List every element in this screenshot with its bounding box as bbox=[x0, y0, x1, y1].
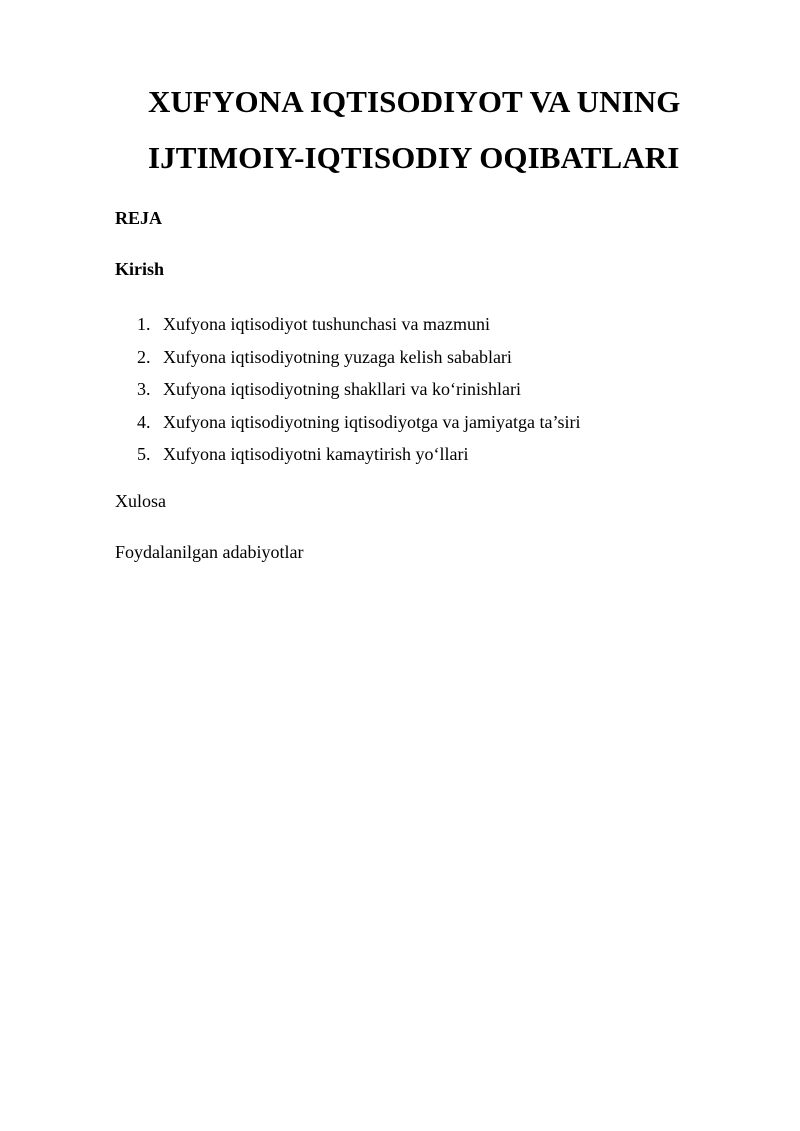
outline-item-text: Xufyona iqtisodiyotning shakllari va ko‘rinishlari bbox=[163, 379, 521, 400]
outline-item-3 bbox=[137, 373, 580, 406]
title-line-1: XUFYONA IQTISODIYOT VA UNING bbox=[148, 84, 681, 119]
title-line-2: IJTIMOIY-IQTISODIY OQIBATLARI bbox=[148, 140, 680, 175]
outline-item-text: Xufyona iqtisodiyotning iqtisodiyotga va jamiyatga ta’siri bbox=[163, 411, 581, 432]
conclusion-label: Xulosa bbox=[115, 491, 166, 511]
outline-item-text: Xufyona iqtisodiyot tushunchasi va mazmuni bbox=[163, 314, 490, 334]
outline-item-4 bbox=[137, 406, 580, 439]
outline-item-5 bbox=[137, 438, 580, 471]
outline-item-number: 2. bbox=[137, 346, 151, 367]
outline-item-1 bbox=[137, 308, 580, 341]
outline-item-text: Xufyona iqtisodiyotning yuzaga kelish sabablari bbox=[163, 346, 512, 367]
outline-item-number: 4. bbox=[137, 411, 151, 432]
outline-item-2 bbox=[137, 341, 580, 374]
plan-outline-list bbox=[137, 308, 580, 471]
outline-item-number: 5. bbox=[137, 444, 151, 465]
intro-heading: Kirish bbox=[115, 259, 165, 279]
outline-item-text: Xufyona iqtisodiyotni kamaytirish yo‘llari bbox=[163, 444, 469, 465]
outline-item-number: 1. bbox=[137, 314, 151, 334]
document-title bbox=[148, 74, 728, 186]
references-label: Foydalanilgan adabiyotlar bbox=[115, 542, 304, 562]
plan-heading: REJA bbox=[115, 208, 163, 228]
outline-item-number: 3. bbox=[137, 379, 151, 400]
